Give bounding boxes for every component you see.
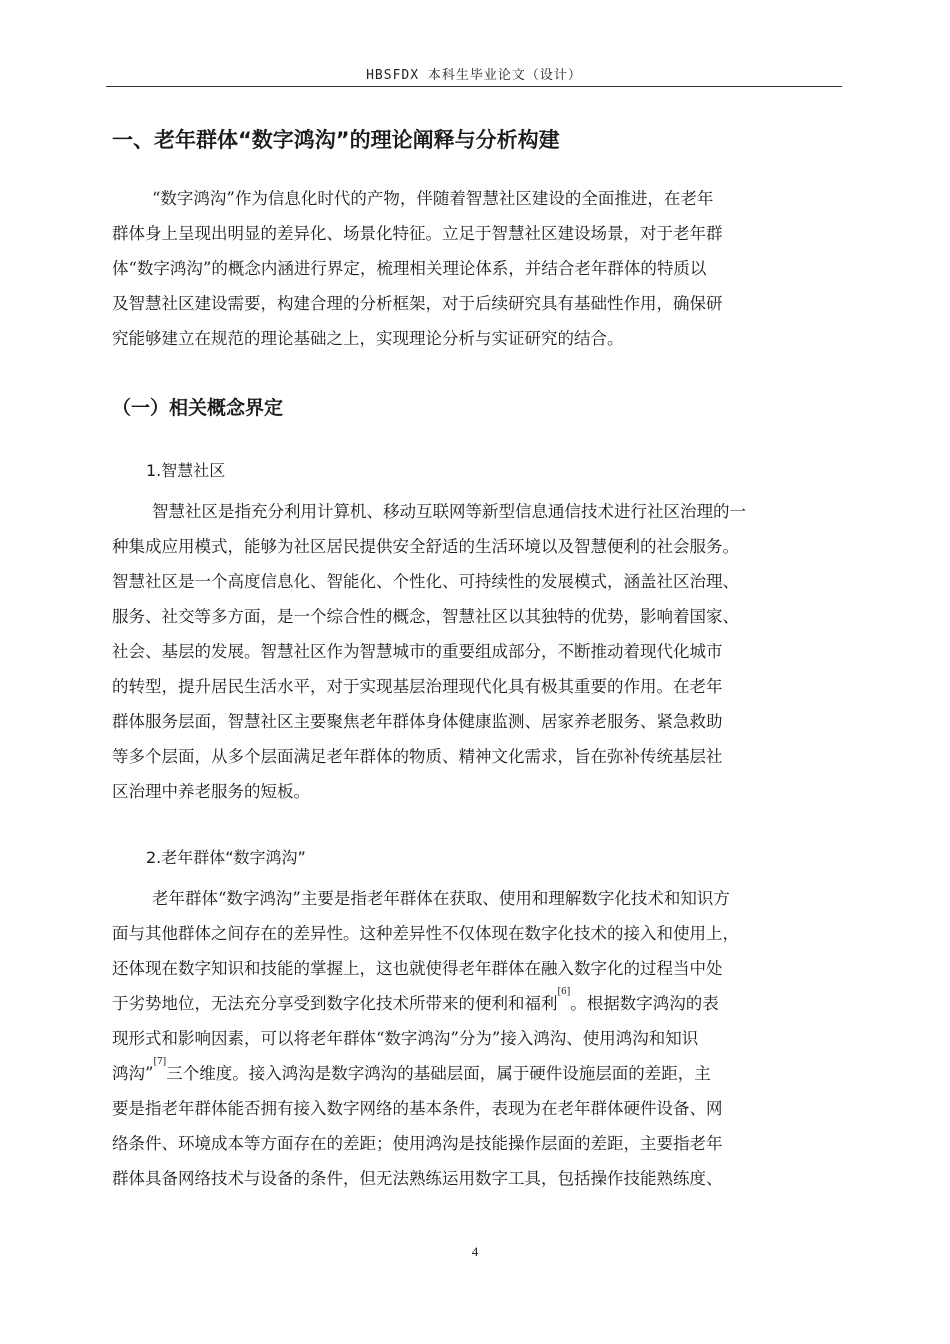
header-divider <box>106 86 842 87</box>
line-text: 鸿沟” <box>112 1064 154 1083</box>
paragraph-line: 智慧社区是一个高度信息化、智能化、个性化、可持续性的发展模式，涵盖社区治理、 <box>112 572 739 591</box>
paragraph-line: 群体具备网络技术与设备的条件，但无法熟练运用数字工具，包括操作技能熟练度、 <box>112 1169 723 1188</box>
paragraph-line: 现形式和影响因素，可以将老年群体“数字鸿沟”分为”接入鸿沟、使用鸿沟和知识 <box>112 1029 699 1048</box>
paragraph-line: 究能够建立在规范的理论基础之上，实现理论分析与实证研究的结合。 <box>112 329 624 348</box>
paragraph-line: 老年群体“数字鸿沟”主要是指老年群体在获取、使用和理解数字化技术和知识方 <box>152 889 730 908</box>
paragraph-line: 等多个层面，从多个层面满足老年群体的物质、精神文化需求，旨在弥补传统基层社 <box>112 747 723 766</box>
citation-ref: [6] <box>557 987 571 997</box>
paragraph-line: 群体服务层面，智慧社区主要聚焦老年群体身体健康监测、居家养老服务、紧急救助 <box>112 712 723 731</box>
subsection-title: （一）相关概念界定 <box>112 397 284 419</box>
paragraph-line: 种集成应用模式，能够为社区居民提供安全舒适的生活环境以及智慧便利的社会服务。 <box>112 537 739 556</box>
paragraph-line <box>112 986 852 1021</box>
intro-paragraph <box>112 181 852 356</box>
paragraph-line: 络条件、环境成本等方面存在的差距；使用鸿沟是技能操作层面的差距，主要指老年 <box>112 1134 723 1153</box>
running-header: HBSFDX 本科生毕业论文（设计） <box>366 68 582 83</box>
paragraph-line: 及智慧社区建设需要，构建合理的分析框架，对于后续研究具有基础性作用，确保研 <box>112 294 723 313</box>
paragraph-line: 的转型，提升居民生活水平，对于实现基层治理现代化具有极其重要的作用。在老年 <box>112 677 723 696</box>
section-title: 一、老年群体“数字鸿沟”的理论阐释与分析构建 <box>112 128 560 152</box>
paragraph-line <box>112 1056 852 1091</box>
digital-divide-paragraph <box>112 881 852 1196</box>
paragraph-line: 智慧社区是指充分利用计算机、移动互联网等新型信息通信技术进行社区治理的一 <box>152 502 746 521</box>
concept-heading-digital-divide: 2.老年群体“数字鸿沟” <box>146 848 306 867</box>
paragraph-line: 区治理中养老服务的短板。 <box>112 782 310 801</box>
paragraph-line: 面与其他群体之间存在的差异性。这种差异性不仅体现在数字化技术的接入和使用上， <box>112 924 739 943</box>
paragraph-line: 群体身上呈现出明显的差异化、场景化特征。立足于智慧社区建设场景，对于老年群 <box>112 224 723 243</box>
paragraph-line: 还体现在数字知识和技能的掌握上，这也就使得老年群体在融入数字化的过程当中处 <box>112 959 723 978</box>
line-text: 于劣势地位，无法充分享受到数字化技术所带来的便利和福利 <box>112 994 558 1013</box>
paragraph-line: 体“数字鸿沟”的概念内涵进行界定，梳理相关理论体系，并结合老年群体的特质以 <box>112 259 707 278</box>
smart-community-paragraph <box>112 494 852 809</box>
citation-ref: [7] <box>153 1057 167 1067</box>
page-number: 4 <box>471 1244 479 1259</box>
concept-heading-smart-community: 1.智慧社区 <box>146 461 226 480</box>
line-text: 三个维度。接入鸿沟是数字鸿沟的基础层面，属于硬件设施层面的差距，主 <box>166 1064 711 1083</box>
paragraph-line: 服务、社交等多方面，是一个综合性的概念，智慧社区以其独特的优势，影响着国家、 <box>112 607 739 626</box>
paragraph-line: 社会、基层的发展。智慧社区作为智慧城市的重要组成部分，不断推动着现代化城市 <box>112 642 723 661</box>
paragraph-line: 要是指老年群体能否拥有接入数字网络的基本条件，表现为在老年群体硬件设备、网 <box>112 1099 723 1118</box>
line-text: 。根据数字鸿沟的表 <box>570 994 719 1013</box>
paragraph-line: “数字鸿沟”作为信息化时代的产物，伴随着智慧社区建设的全面推进，在老年 <box>152 189 714 208</box>
